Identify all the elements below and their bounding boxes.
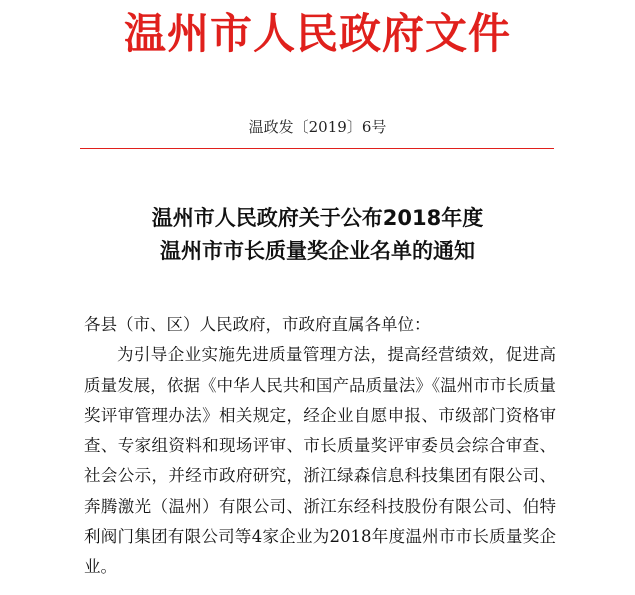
salutation: 各县（市、区）人民政府，市政府直属各单位： xyxy=(84,315,431,334)
document-header: 温州市人民政府文件 xyxy=(123,9,511,58)
document-body xyxy=(84,310,556,583)
red-divider-line xyxy=(80,148,554,149)
document-title xyxy=(0,202,635,268)
title-line-2: 温州市市长质量奖企业名单的通知 xyxy=(160,239,475,263)
title-line-1: 温州市人民政府关于公布2018年度 xyxy=(151,206,484,230)
body-paragraph: 为引导企业实施先进质量管理方法，提高经营绩效，促进高质量发展，依据《中华人民共和国产品质量法》《温州市市长质量奖评审管理办法》相关规定，经企业自愿申报、市级部门资格审查、专家组资料和现场评审、市长质量奖评审委员会综合审查、社会公示，并经市政府研究，浙江绿森信息科技集团有限公司、奔腾激光（温州）有限公司、浙江东经科技股份有限公司、伯特利阀门集团有限公司等4家企业为2018年度温州市市长质量奖企业。 xyxy=(84,345,556,577)
document-number: 温政发〔2019〕6号 xyxy=(248,118,387,136)
